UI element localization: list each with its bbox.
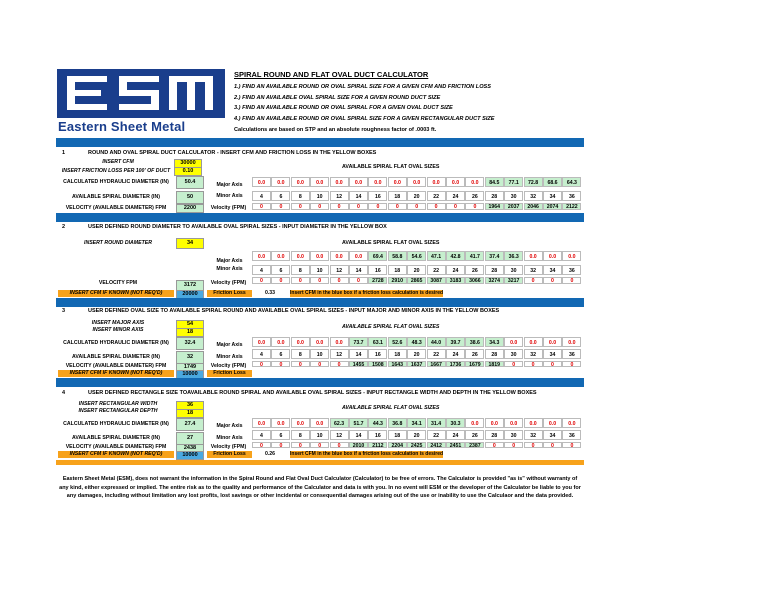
major-axis-cell: 0.0 — [524, 337, 543, 347]
major-axis-cell: 0.0 — [271, 337, 290, 347]
minor-axis-cell: 26 — [465, 191, 484, 201]
avail-oval-title: AVAILABLE SPIRAL FLAT OVAL SIZES — [342, 324, 440, 330]
velocity-cell: 2046 — [524, 203, 543, 210]
cfm-known-input[interactable]: 10000 — [176, 370, 204, 379]
major-axis-cell: 39.7 — [446, 337, 465, 347]
minor-axis-cell: 6 — [271, 191, 290, 201]
step-4: 4.) FIND AN AVAILABLE ROUND OR OVAL SPIRAL SIZE FOR A GIVEN RECTANGULAR DUCT SIZE — [234, 116, 495, 122]
output-label-available: AVAILABLE SPIRAL DIAMETER (IN) — [72, 354, 160, 360]
input-label-cfm-known: INSERT CFM IF KNOWN (NOT REQ'D) — [58, 290, 174, 297]
friction-loss-value: 0.26 — [264, 451, 276, 457]
major-axis-cell: 0.0 — [252, 418, 271, 428]
page-title: SPIRAL ROUND AND FLAT OVAL DUCT CALCULATOR — [234, 70, 429, 79]
input-label-round: INSERT ROUND DIAMETER — [84, 240, 152, 246]
hydraulic-diameter: 50.4 — [176, 176, 204, 189]
velocity-cell: 0 — [252, 277, 271, 284]
velocity-cell: 2037 — [504, 203, 523, 210]
major-axis-cell: 68.6 — [543, 177, 562, 187]
velocity-label: Velocity (FPM) — [210, 205, 247, 211]
minor-axis-cell: 36 — [562, 191, 581, 201]
velocity-cell: 2451 — [446, 442, 465, 448]
minor-axis-cell: 36 — [562, 265, 581, 275]
major-axis-cell: 0.0 — [446, 177, 465, 187]
velocity-available: 1749 — [176, 363, 204, 371]
minor-axis-cell: 8 — [291, 430, 310, 440]
velocity-cell: 2387 — [465, 442, 484, 448]
velocity-cell: 2910 — [388, 277, 407, 284]
major-axis-cell: 84.5 — [485, 177, 504, 187]
major-axis-cell: 0.0 — [562, 418, 581, 428]
minor-axis-cell: 24 — [446, 430, 465, 440]
major-axis-cell: 34.1 — [407, 418, 426, 428]
major-axis-cell: 0.0 — [524, 251, 543, 261]
velocity-cell: 0 — [330, 442, 349, 448]
step-1: 1.) FIND AN AVAILABLE ROUND OR OVAL SPIRAL SIZE FOR A GIVEN CFM AND FRICTION LOSS — [234, 84, 492, 90]
velocity-cell: 0 — [310, 361, 329, 367]
velocity-cell: 0 — [543, 361, 562, 367]
minor-axis-cell: 20 — [407, 349, 426, 359]
major-axis-cell: 0.0 — [291, 177, 310, 187]
major-axis-cell: 0.0 — [368, 177, 387, 187]
major-axis-cell: 0.0 — [543, 251, 562, 261]
section-4-heading: 4 USER DEFINED RECTANGLE SIZE TOAVAILABLE ROUND SPIRAL AND AVAILABLE OVAL SPIRAL SIZES - INPUT RECTANGLE WIDTH AND DEPTH IN THE YELLOW BOXES — [62, 390, 537, 396]
minor-axis-cell: 22 — [427, 349, 446, 359]
minor-axis-cell: 18 — [388, 430, 407, 440]
velocity-cell: 0 — [330, 203, 349, 210]
major-axis-cell: 0.0 — [330, 177, 349, 187]
major-axis-cell: 0.0 — [349, 177, 368, 187]
major-axis-cell: 48.3 — [407, 337, 426, 347]
velocity-cell: 3217 — [504, 277, 523, 284]
major-axis-cell: 42.8 — [446, 251, 465, 261]
velocity-cell: 0 — [330, 277, 349, 284]
velocity-cell: 0 — [465, 203, 484, 210]
major-axis-cell: 34.3 — [485, 337, 504, 347]
velocity-cell: 0 — [388, 203, 407, 210]
friction-input[interactable]: 0.10 — [174, 167, 202, 176]
velocity-cell: 2074 — [543, 203, 562, 210]
velocity-cell: 0 — [524, 361, 543, 367]
minor-axis-cell: 36 — [562, 430, 581, 440]
velocity-cell: 0 — [504, 442, 523, 448]
velocity-cell: 0 — [543, 442, 562, 448]
major-axis-cell: 0.0 — [291, 418, 310, 428]
major-axis-cell: 0.0 — [291, 337, 310, 347]
velocity-cell: 0 — [291, 361, 310, 367]
velocity-cell: 1508 — [368, 361, 387, 367]
velocity-cell: 0 — [271, 442, 290, 448]
major-axis-cell: 0.0 — [252, 251, 271, 261]
major-axis-cell: 44.3 — [368, 418, 387, 428]
major-axis-label: Major Axis — [216, 258, 243, 264]
minor-axis-cell: 16 — [368, 349, 387, 359]
major-axis-cell: 0.0 — [465, 177, 484, 187]
minor-axis-cell: 6 — [271, 430, 290, 440]
velocity-cell: 2010 — [349, 442, 368, 448]
velocity-cell: 2122 — [562, 203, 581, 210]
avail-oval-title: AVAILABLE SPIRAL FLAT OVAL SIZES — [342, 164, 440, 170]
minor-axis-cell: 28 — [485, 265, 504, 275]
friction-loss-label: Friction Loss — [207, 451, 252, 458]
minor-axis-label: Minor Axis — [216, 354, 243, 360]
minor-axis-cell: 14 — [349, 349, 368, 359]
major-axis-cell: 0.0 — [504, 337, 523, 347]
major-axis-cell: 58.8 — [388, 251, 407, 261]
output-label-hydraulic: CALCULATED HYDRAULIC DIAMETER (IN) — [63, 340, 169, 346]
output-label-available: AVAILABLE SPIRAL DIAMETER (IN) — [72, 435, 160, 441]
avail-oval-title: AVAILABLE SPIRAL FLAT OVAL SIZES — [342, 405, 440, 411]
major-axis-cell: 0.0 — [330, 337, 349, 347]
major-axis-cell: 54.6 — [407, 251, 426, 261]
velocity-cell: 1964 — [485, 203, 504, 210]
minor-axis-cell: 22 — [427, 265, 446, 275]
velocity-cell: 0 — [291, 442, 310, 448]
major-axis-cell: 0.0 — [543, 418, 562, 428]
velocity-cell: 0 — [349, 277, 368, 284]
velocity-label: Velocity (FPM) — [210, 444, 247, 450]
velocity-cell: 2412 — [427, 442, 446, 448]
velocity-cell: 0 — [504, 361, 523, 367]
velocity-available: 2438 — [176, 444, 204, 452]
velocity-cell: 2204 — [388, 442, 407, 448]
company-name: Eastern Sheet Metal — [58, 119, 186, 134]
round-diameter-input[interactable]: 34 — [176, 238, 204, 249]
major-axis-cell: 36.8 — [388, 418, 407, 428]
minor-axis-cell: 12 — [330, 265, 349, 275]
cfm-known-input[interactable]: 10000 — [176, 451, 204, 460]
major-axis-cell: 37.4 — [485, 251, 504, 261]
minor-axis-cell: 16 — [368, 430, 387, 440]
minor-axis-cell: 4 — [252, 191, 271, 201]
velocity-fpm: 3172 — [176, 280, 204, 291]
output-label-hydraulic: CALCULATED HYDRAULIC DIAMETER (IN) — [63, 421, 169, 427]
minor-axis-cell: 4 — [252, 265, 271, 275]
minor-axis-cell: 22 — [427, 191, 446, 201]
input-label-minor: INSERT MINOR AXIS — [92, 327, 144, 333]
major-axis-label: Major Axis — [216, 423, 243, 429]
velocity-cell: 2728 — [368, 277, 387, 284]
calculation-note: Calculations are based on STP and an absolute roughness factor of .0003 ft. — [234, 127, 437, 133]
velocity-cell: 0 — [524, 442, 543, 448]
major-axis-cell: 73.7 — [349, 337, 368, 347]
major-axis-cell: 77.1 — [504, 177, 523, 187]
section-1-heading: 1 ROUND AND OVAL SPIRAL DUCT CALCULATOR - INSERT CFM AND FRICTION LOSS IN THE YELLOW BOXES — [62, 150, 377, 156]
velocity-cell: 0 — [446, 203, 465, 210]
input-label-width: INSERT RECTANGULAR WIDTH — [78, 401, 158, 407]
velocity-cell: 0 — [330, 361, 349, 367]
major-axis-cell: 0.0 — [252, 337, 271, 347]
minor-axis-input[interactable]: 18 — [176, 328, 204, 337]
minor-axis-cell: 28 — [485, 191, 504, 201]
major-axis-cell: 72.8 — [524, 177, 543, 187]
major-axis-cell: 30.3 — [446, 418, 465, 428]
output-label-velocity: VELOCITY (AVAILABLE DIAMETER) FPM — [65, 444, 167, 450]
minor-axis-cell: 36 — [562, 349, 581, 359]
major-axis-cell: 0.0 — [504, 418, 523, 428]
major-axis-cell: 0.0 — [330, 251, 349, 261]
velocity-available: 2200 — [176, 204, 204, 213]
major-axis-cell: 0.0 — [524, 418, 543, 428]
major-axis-input[interactable]: 54 — [176, 320, 204, 329]
major-axis-cell: 41.7 — [465, 251, 484, 261]
major-axis-cell: 52.6 — [388, 337, 407, 347]
friction-loss-value: 0.33 — [264, 290, 276, 296]
output-label-hydraulic: CALCULATED HYDRAULIC DIAMETER (IN) — [63, 179, 169, 185]
major-axis-cell: 0.0 — [562, 251, 581, 261]
velocity-cell: 0 — [562, 277, 581, 284]
minor-axis-cell: 30 — [504, 430, 523, 440]
velocity-label: Velocity (FPM) — [210, 363, 247, 369]
major-axis-cell: 63.1 — [368, 337, 387, 347]
minor-axis-cell: 32 — [524, 265, 543, 275]
input-label-cfm-known: INSERT CFM IF KNOWN (NOT REQ'D) — [58, 451, 174, 458]
section-3-heading: 3 USER DEFINED OVAL SIZE TO AVAILABLE SPIRAL ROUND AND AVAILABLE OVAL SPIRAL SIZES - INPUT MAJOR AND MINOR AXIS IN THE YELLOW BOXES — [62, 308, 500, 314]
minor-axis-cell: 22 — [427, 430, 446, 440]
cfm-note: Insert CFM in the blue box if a friction loss calculation is desired — [290, 290, 444, 296]
velocity-cell: 0 — [291, 203, 310, 210]
major-axis-cell: 0.0 — [388, 177, 407, 187]
major-axis-cell: 0.0 — [562, 337, 581, 347]
minor-axis-cell: 30 — [504, 349, 523, 359]
velocity-cell: 0 — [524, 277, 543, 284]
cfm-input[interactable]: 30000 — [174, 159, 202, 168]
input-label-cfm: INSERT CFM — [102, 159, 134, 165]
input-label-friction: INSERT FRICTION LOSS PER 100' OF DUCT — [61, 168, 171, 174]
major-axis-cell: 0.0 — [310, 251, 329, 261]
velocity-cell: 0 — [427, 203, 446, 210]
major-axis-label: Major Axis — [216, 342, 243, 348]
minor-axis-cell: 14 — [349, 430, 368, 440]
output-label-velocity: VELOCITY (AVAILABLE DIAMETER) FPM — [65, 363, 167, 369]
major-axis-cell: 38.6 — [465, 337, 484, 347]
minor-axis-cell: 28 — [485, 430, 504, 440]
major-axis-cell: 0.0 — [349, 251, 368, 261]
cfm-note: Insert CFM in the blue box if a friction loss calculation is desired — [290, 451, 444, 457]
minor-axis-cell: 34 — [543, 191, 562, 201]
minor-axis-cell: 18 — [388, 191, 407, 201]
friction-loss-label: Friction Loss — [207, 370, 252, 377]
minor-axis-cell: 6 — [271, 265, 290, 275]
velocity-cell: 1643 — [388, 361, 407, 367]
avail-oval-title: AVAILABLE SPIRAL FLAT OVAL SIZES — [342, 240, 440, 246]
available-diameter: 50 — [176, 191, 204, 204]
minor-axis-cell: 20 — [407, 265, 426, 275]
major-axis-cell: 0.0 — [543, 337, 562, 347]
major-axis-cell: 0.0 — [271, 418, 290, 428]
velocity-cell: 0 — [407, 203, 426, 210]
minor-axis-label: Minor Axis — [216, 193, 243, 199]
rect-width-input[interactable]: 36 — [176, 401, 204, 410]
output-label-available: AVAILABLE SPIRAL DIAMETER (IN) — [72, 194, 160, 200]
minor-axis-cell: 8 — [291, 265, 310, 275]
velocity-label: Velocity (FPM) — [210, 280, 247, 286]
minor-axis-cell: 12 — [330, 430, 349, 440]
minor-axis-cell: 32 — [524, 430, 543, 440]
section-2-heading: 2 USER DEFINED ROUND DIAMETER TO AVAILABLE OVAL SPIRAL SIZES - INPUT DIAMETER IN THE YELLOW BOX — [62, 224, 387, 230]
velocity-cell: 1736 — [446, 361, 465, 367]
minor-axis-cell: 4 — [252, 430, 271, 440]
velocity-cell: 3183 — [446, 277, 465, 284]
step-3: 3.) FIND AN AVAILABLE ROUND OR OVAL SPIRAL FOR A GIVEN OVAL DUCT SIZE — [234, 105, 453, 111]
velocity-cell: 0 — [291, 277, 310, 284]
velocity-cell: 0 — [252, 442, 271, 448]
input-label-major: INSERT MAJOR AXIS — [91, 320, 145, 326]
velocity-cell: 1679 — [465, 361, 484, 367]
velocity-cell: 3066 — [465, 277, 484, 284]
major-axis-cell: 31.4 — [427, 418, 446, 428]
major-axis-cell: 0.0 — [252, 177, 271, 187]
divider-bar — [56, 378, 584, 387]
friction-loss-label: Friction Loss — [207, 290, 252, 297]
divider-bar — [56, 213, 584, 222]
rect-depth-input[interactable]: 18 — [176, 409, 204, 418]
hydraulic-diameter: 27.4 — [176, 418, 204, 431]
divider-bar — [56, 298, 584, 307]
divider-bar — [56, 460, 584, 465]
minor-axis-cell: 34 — [543, 430, 562, 440]
minor-axis-cell: 10 — [310, 265, 329, 275]
velocity-cell: 0 — [485, 442, 504, 448]
minor-axis-cell: 32 — [524, 191, 543, 201]
minor-axis-cell: 16 — [368, 265, 387, 275]
step-2: 2.) FIND AN AVAILABLE OVAL SPIRAL SIZE FOR A GIVEN ROUND DUCT SIZE — [234, 95, 441, 101]
major-axis-cell: 0.0 — [485, 418, 504, 428]
minor-axis-cell: 20 — [407, 430, 426, 440]
velocity-cell: 0 — [252, 361, 271, 367]
velocity-cell: 1637 — [407, 361, 426, 367]
minor-axis-cell: 32 — [524, 349, 543, 359]
logo-mark — [57, 69, 225, 118]
major-axis-cell: 51.7 — [349, 418, 368, 428]
minor-axis-cell: 6 — [271, 349, 290, 359]
esm-logo — [57, 69, 225, 135]
major-axis-cell: 36.3 — [504, 251, 523, 261]
velocity-cell: 0 — [310, 203, 329, 210]
minor-axis-cell: 10 — [310, 191, 329, 201]
major-axis-cell: 69.4 — [368, 251, 387, 261]
minor-axis-cell: 8 — [291, 191, 310, 201]
esm-letters-icon — [63, 72, 219, 115]
minor-axis-cell: 24 — [446, 191, 465, 201]
velocity-cell: 1667 — [427, 361, 446, 367]
minor-axis-cell: 10 — [310, 430, 329, 440]
velocity-cell: 1819 — [485, 361, 504, 367]
minor-axis-cell: 30 — [504, 191, 523, 201]
velocity-cell: 0 — [368, 203, 387, 210]
velocity-cell: 3274 — [485, 277, 504, 284]
velocity-cell: 0 — [543, 277, 562, 284]
velocity-cell: 2865 — [407, 277, 426, 284]
minor-axis-cell: 4 — [252, 349, 271, 359]
minor-axis-cell: 28 — [485, 349, 504, 359]
velocity-cell: 2425 — [407, 442, 426, 448]
major-axis-cell: 0.0 — [310, 177, 329, 187]
minor-axis-cell: 18 — [388, 349, 407, 359]
minor-axis-cell: 12 — [330, 349, 349, 359]
major-axis-cell: 44.0 — [427, 337, 446, 347]
major-axis-cell: 62.3 — [330, 418, 349, 428]
output-label-velocity: VELOCITY FPM — [98, 280, 138, 286]
minor-axis-cell: 10 — [310, 349, 329, 359]
major-axis-cell: 0.0 — [291, 251, 310, 261]
velocity-cell: 0 — [271, 361, 290, 367]
velocity-cell: 0 — [562, 361, 581, 367]
major-axis-cell: 0.0 — [407, 177, 426, 187]
output-label-velocity: VELOCITY (AVAILABLE DIAMETER) FPM — [65, 205, 167, 211]
major-axis-cell: 0.0 — [271, 251, 290, 261]
major-axis-cell: 0.0 — [310, 337, 329, 347]
velocity-cell: 0 — [310, 277, 329, 284]
minor-axis-cell: 24 — [446, 265, 465, 275]
minor-axis-cell: 24 — [446, 349, 465, 359]
velocity-cell: 0 — [271, 277, 290, 284]
minor-axis-cell: 14 — [349, 265, 368, 275]
minor-axis-cell: 16 — [368, 191, 387, 201]
major-axis-cell: 0.0 — [427, 177, 446, 187]
velocity-cell: 1455 — [349, 361, 368, 367]
minor-axis-cell: 18 — [388, 265, 407, 275]
hydraulic-diameter: 32.4 — [176, 337, 204, 350]
minor-axis-cell: 26 — [465, 430, 484, 440]
minor-axis-cell: 30 — [504, 265, 523, 275]
minor-axis-cell: 12 — [330, 191, 349, 201]
major-axis-label: Major Axis — [216, 182, 243, 188]
available-diameter: 32 — [176, 351, 204, 364]
minor-axis-label: Minor Axis — [216, 435, 243, 441]
disclaimer: Eastern Sheet Metal (ESM), does not warrant the information in the Spiral Round and Flat Oval Duct Calculator (Calculator) to be free of errors. The Calculator is provided "as is" without warranty of any kind, either expressed or implied. The entire risk as to the quality and performance of the Calculator and data is with you. In no event will ESM or the developer of the Calculator be liable to you for any damages, including without limitation any lost profits, lost savings or other incidental or consequential damages arising out of the use or inability to use the Calculaor and the data provided. — [59, 476, 581, 500]
minor-axis-cell: 26 — [465, 349, 484, 359]
input-label-depth: INSERT RECTANGULAR DEPTH — [78, 408, 158, 414]
velocity-cell: 3087 — [427, 277, 446, 284]
velocity-cell: 0 — [310, 442, 329, 448]
velocity-cell: 2112 — [368, 442, 387, 448]
major-axis-cell: 0.0 — [271, 177, 290, 187]
divider-bar — [56, 138, 584, 147]
major-axis-cell: 64.3 — [562, 177, 581, 187]
velocity-cell: 0 — [271, 203, 290, 210]
major-axis-cell: 47.1 — [427, 251, 446, 261]
major-axis-cell: 0.0 — [465, 418, 484, 428]
minor-axis-cell: 20 — [407, 191, 426, 201]
available-diameter: 27 — [176, 432, 204, 445]
input-label-cfm-known: INSERT CFM IF KNOWN (NOT REQ'D) — [58, 370, 174, 377]
minor-axis-cell: 8 — [291, 349, 310, 359]
velocity-cell: 0 — [252, 203, 271, 210]
major-axis-cell: 0.0 — [310, 418, 329, 428]
minor-axis-label: Minor Axis — [216, 266, 243, 272]
minor-axis-cell: 14 — [349, 191, 368, 201]
velocity-cell: 0 — [562, 442, 581, 448]
cfm-known-input[interactable]: 20000 — [176, 290, 204, 299]
minor-axis-cell: 26 — [465, 265, 484, 275]
velocity-cell: 0 — [349, 203, 368, 210]
minor-axis-cell: 34 — [543, 265, 562, 275]
minor-axis-cell: 34 — [543, 349, 562, 359]
